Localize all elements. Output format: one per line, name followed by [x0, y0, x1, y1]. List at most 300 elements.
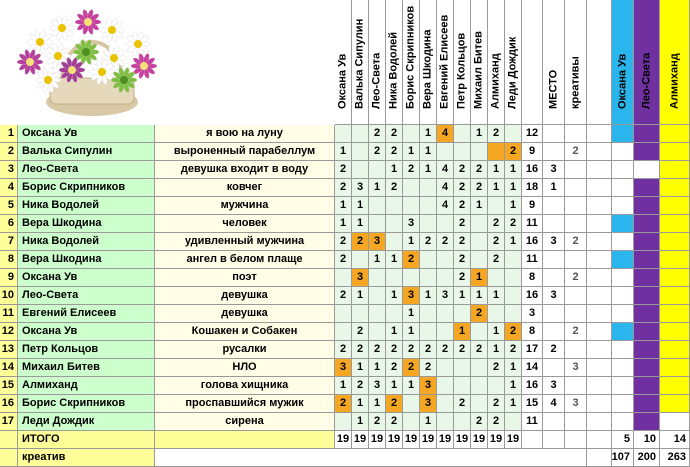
vote-cell[interactable] [420, 179, 437, 197]
vote-cell[interactable]: 2 [369, 413, 386, 431]
vote-cell[interactable] [471, 359, 488, 377]
vote-cell[interactable]: 1 [352, 215, 369, 233]
vote-cell[interactable] [369, 161, 386, 179]
vote-cell[interactable]: 2 [403, 341, 420, 359]
row-number: 4 [0, 179, 18, 197]
vote-cell[interactable]: 2 [505, 215, 522, 233]
vote-cell[interactable]: 2 [471, 413, 488, 431]
vote-cell[interactable]: 3 [403, 287, 420, 305]
vote-cell[interactable] [352, 161, 369, 179]
row-number: 6 [0, 215, 18, 233]
row-number: 7 [0, 233, 18, 251]
color-mark-cell [634, 215, 660, 233]
vote-cell[interactable] [471, 395, 488, 413]
vote-cell[interactable]: 1 [488, 287, 505, 305]
vote-cell[interactable] [437, 413, 454, 431]
vote-cell[interactable]: 2 [386, 125, 403, 143]
vote-cell[interactable]: 2 [335, 287, 352, 305]
header-label: Вера Шкодина [421, 29, 434, 109]
vote-cell[interactable]: 2 [335, 395, 352, 413]
vote-cell[interactable]: 2 [471, 305, 488, 323]
vote-cell[interactable] [420, 269, 437, 287]
total-vote-cell: 19 [505, 431, 522, 449]
vote-cell[interactable] [386, 269, 403, 287]
vote-cell[interactable]: 1 [369, 179, 386, 197]
vote-cell[interactable]: 2 [488, 413, 505, 431]
row-number: 10 [0, 287, 18, 305]
sum-cell: 17 [522, 341, 543, 359]
song-title[interactable]: я вою на луну [155, 125, 335, 143]
vote-cell[interactable] [369, 197, 386, 215]
vote-cell[interactable]: 2 [369, 125, 386, 143]
song-title[interactable]: девушка входит в воду [155, 161, 335, 179]
vote-cell[interactable]: 1 [505, 359, 522, 377]
vote-cell[interactable] [386, 197, 403, 215]
vote-cell[interactable]: 1 [335, 215, 352, 233]
spacer-cell [587, 143, 612, 161]
vote-cell[interactable]: 2 [471, 179, 488, 197]
author-name[interactable]: Борис Скрипников [18, 395, 155, 413]
column-header-color-1 [612, 0, 634, 125]
spacer-cell [587, 287, 612, 305]
vote-cell[interactable]: 2 [386, 395, 403, 413]
vote-cell[interactable]: 2 [488, 125, 505, 143]
vote-cell[interactable]: 1 [488, 323, 505, 341]
song-title[interactable]: ангел в белом плаще [155, 251, 335, 269]
vote-cell[interactable]: 1 [505, 179, 522, 197]
vote-cell[interactable]: 2 [454, 197, 471, 215]
vote-cell[interactable]: 1 [488, 341, 505, 359]
song-title[interactable]: НЛО [155, 359, 335, 377]
vote-cell[interactable] [335, 125, 352, 143]
sum-cell: 11 [522, 413, 543, 431]
kreativy-cell [565, 125, 587, 143]
vote-cell[interactable] [488, 305, 505, 323]
vote-cell[interactable]: 1 [454, 287, 471, 305]
vote-cell[interactable]: 1 [386, 287, 403, 305]
vote-cell[interactable]: 3 [437, 287, 454, 305]
vote-cell[interactable]: 2 [454, 395, 471, 413]
vote-cell[interactable] [505, 251, 522, 269]
vote-cell[interactable] [454, 143, 471, 161]
vote-cell[interactable] [437, 251, 454, 269]
vote-cell[interactable]: 2 [505, 341, 522, 359]
vote-cell[interactable]: 2 [420, 341, 437, 359]
color-mark-cell [660, 323, 690, 341]
vote-cell[interactable]: 2 [454, 341, 471, 359]
vote-cell[interactable] [488, 269, 505, 287]
vote-cell[interactable]: 2 [488, 395, 505, 413]
spacer-cell [587, 395, 612, 413]
vote-cell[interactable]: 1 [335, 377, 352, 395]
total-mesto [543, 431, 565, 449]
vote-cell[interactable]: 1 [505, 377, 522, 395]
color-mark-cell [612, 287, 634, 305]
author-name[interactable]: Оксана Ув [18, 269, 155, 287]
sum-cell: 8 [522, 323, 543, 341]
vote-cell[interactable] [454, 377, 471, 395]
vote-cell[interactable] [505, 269, 522, 287]
vote-cell[interactable]: 1 [505, 197, 522, 215]
vote-cell[interactable]: 1 [403, 305, 420, 323]
sum-cell: 3 [522, 305, 543, 323]
vote-cell[interactable] [369, 215, 386, 233]
vote-cell[interactable] [471, 143, 488, 161]
color-mark-cell [660, 215, 690, 233]
vote-cell[interactable]: 2 [505, 143, 522, 161]
song-title[interactable]: русалки [155, 341, 335, 359]
vote-cell[interactable] [505, 287, 522, 305]
vote-cell[interactable]: 2 [488, 215, 505, 233]
vote-cell[interactable] [369, 269, 386, 287]
vote-cell[interactable] [505, 305, 522, 323]
vote-cell[interactable]: 2 [352, 233, 369, 251]
vote-cell[interactable]: 2 [386, 143, 403, 161]
vote-cell[interactable] [335, 413, 352, 431]
vote-cell[interactable]: 4 [437, 125, 454, 143]
kreativy-cell: 2 [565, 233, 587, 251]
vote-cell[interactable] [352, 305, 369, 323]
vote-cell[interactable] [420, 251, 437, 269]
vote-cell[interactable] [471, 233, 488, 251]
vote-cell[interactable]: 4 [437, 197, 454, 215]
vote-cell[interactable]: 1 [471, 125, 488, 143]
song-title[interactable]: мужчина [155, 197, 335, 215]
vote-cell[interactable]: 3 [352, 179, 369, 197]
row-number [0, 431, 18, 449]
vote-cell[interactable]: 2 [386, 341, 403, 359]
vote-cell[interactable]: 1 [386, 323, 403, 341]
color-mark-cell [612, 215, 634, 233]
vote-cell[interactable] [403, 269, 420, 287]
vote-cell[interactable]: 1 [471, 287, 488, 305]
vote-cell[interactable] [335, 269, 352, 287]
vote-cell[interactable] [437, 377, 454, 395]
vote-cell[interactable] [437, 395, 454, 413]
vote-cell[interactable]: 2 [420, 233, 437, 251]
vote-cell[interactable]: 2 [386, 359, 403, 377]
song-title[interactable]: девушка [155, 305, 335, 323]
vote-cell[interactable]: 2 [471, 161, 488, 179]
song-title[interactable]: голова хищника [155, 377, 335, 395]
vote-cell[interactable] [403, 125, 420, 143]
mesto-cell: 2 [543, 341, 565, 359]
mesto-cell [543, 305, 565, 323]
song-title[interactable]: проспавшийся мужик [155, 395, 335, 413]
color-mark-cell [634, 341, 660, 359]
author-name[interactable]: Лео-Света [18, 161, 155, 179]
vote-cell[interactable]: 1 [420, 161, 437, 179]
author-name[interactable]: Борис Скрипников [18, 179, 155, 197]
color-mark-cell [660, 341, 690, 359]
vote-cell[interactable]: 1 [352, 359, 369, 377]
vote-cell[interactable]: 1 [369, 251, 386, 269]
kreativy-cell: 3 [565, 395, 587, 413]
vote-cell[interactable] [369, 287, 386, 305]
vote-cell[interactable]: 3 [335, 359, 352, 377]
song-title[interactable]: человек [155, 215, 335, 233]
vote-cell[interactable]: 2 [369, 341, 386, 359]
vote-cell[interactable]: 1 [505, 395, 522, 413]
color-mark-cell [660, 287, 690, 305]
song-title[interactable]: удивленный мужчина [155, 233, 335, 251]
vote-cell[interactable] [420, 197, 437, 215]
mesto-cell: 3 [543, 287, 565, 305]
vote-cell[interactable]: 1 [386, 251, 403, 269]
vote-cell[interactable] [386, 215, 403, 233]
author-name[interactable]: Вера Шкодина [18, 215, 155, 233]
spacer-cell [587, 413, 612, 431]
vote-cell[interactable] [335, 305, 352, 323]
vote-cell[interactable]: 2 [403, 251, 420, 269]
vote-cell[interactable]: 1 [471, 269, 488, 287]
author-name[interactable]: Евгений Елисеев [18, 305, 155, 323]
vote-cell[interactable]: 2 [352, 323, 369, 341]
total-sum [522, 431, 543, 449]
vote-cell[interactable]: 2 [454, 161, 471, 179]
vote-cell[interactable] [352, 251, 369, 269]
author-name[interactable]: Петр Кольцов [18, 341, 155, 359]
row-number: 13 [0, 341, 18, 359]
vote-cell[interactable]: 1 [369, 359, 386, 377]
sum-cell: 16 [522, 233, 543, 251]
vote-cell[interactable]: 2 [454, 179, 471, 197]
vote-cell[interactable]: 1 [335, 197, 352, 215]
vote-cell[interactable] [471, 215, 488, 233]
kreativy-cell [565, 179, 587, 197]
color-mark-cell [634, 377, 660, 395]
vote-cell[interactable]: 2 [471, 341, 488, 359]
vote-cell[interactable]: 2 [352, 377, 369, 395]
vote-cell[interactable] [505, 413, 522, 431]
song-title[interactable]: девушка [155, 287, 335, 305]
vote-cell[interactable] [352, 125, 369, 143]
spacer-cell [587, 341, 612, 359]
author-name[interactable]: Михаил Битев [18, 359, 155, 377]
vote-cell[interactable]: 1 [386, 161, 403, 179]
vote-cell[interactable]: 2 [420, 359, 437, 377]
vote-cell[interactable]: 1 [403, 323, 420, 341]
song-title[interactable]: поэт [155, 269, 335, 287]
vote-cell[interactable]: 3 [352, 269, 369, 287]
vote-cell[interactable]: 1 [488, 161, 505, 179]
vote-cell[interactable]: 2 [437, 233, 454, 251]
vote-cell[interactable]: 2 [403, 359, 420, 377]
vote-cell[interactable] [437, 143, 454, 161]
vote-cell[interactable]: 1 [352, 395, 369, 413]
vote-cell[interactable] [403, 197, 420, 215]
vote-cell[interactable]: 2 [352, 341, 369, 359]
vote-cell[interactable] [454, 305, 471, 323]
vote-cell[interactable]: 1 [352, 197, 369, 215]
author-name[interactable]: Валька Сипулин [18, 143, 155, 161]
vote-cell[interactable]: 1 [420, 413, 437, 431]
vote-cell[interactable] [403, 395, 420, 413]
vote-cell[interactable] [437, 359, 454, 377]
sum-cell: 9 [522, 197, 543, 215]
author-name[interactable]: Алмиханд [18, 377, 155, 395]
vote-cell[interactable] [386, 305, 403, 323]
sum-cell: 11 [522, 251, 543, 269]
vote-cell[interactable]: 2 [488, 233, 505, 251]
color-mark-cell [660, 161, 690, 179]
vote-cell[interactable] [403, 179, 420, 197]
kreativ-color-cell: 200 [634, 449, 660, 467]
vote-cell[interactable]: 2 [454, 215, 471, 233]
mesto-cell: 3 [543, 377, 565, 395]
vote-cell[interactable]: 2 [335, 251, 352, 269]
author-name[interactable]: Вера Шкодина [18, 251, 155, 269]
color-mark-cell [612, 395, 634, 413]
vote-cell[interactable]: 1 [420, 143, 437, 161]
vote-cell[interactable]: 2 [335, 179, 352, 197]
vote-cell[interactable] [488, 197, 505, 215]
vote-cell[interactable]: 4 [437, 161, 454, 179]
spacer-cell [587, 377, 612, 395]
vote-cell[interactable] [437, 215, 454, 233]
vote-cell[interactable]: 3 [403, 215, 420, 233]
song-title[interactable]: Кошакен и Собакен [155, 323, 335, 341]
vote-cell[interactable]: 4 [437, 179, 454, 197]
vote-cell[interactable]: 3 [420, 395, 437, 413]
kreativy-cell: 2 [565, 269, 587, 287]
vote-cell[interactable] [471, 251, 488, 269]
vote-cell[interactable]: 1 [420, 125, 437, 143]
vote-cell[interactable]: 1 [505, 233, 522, 251]
vote-cell[interactable]: 3 [369, 377, 386, 395]
vote-cell[interactable]: 2 [454, 233, 471, 251]
author-name[interactable]: Оксана Ув [18, 125, 155, 143]
vote-cell[interactable] [420, 305, 437, 323]
vote-cell[interactable] [505, 125, 522, 143]
total-vote-cell: 19 [437, 431, 454, 449]
kreativy-cell: 3 [565, 359, 587, 377]
vote-cell[interactable] [335, 323, 352, 341]
vote-cell[interactable]: 2 [403, 161, 420, 179]
column-header-vote-1 [335, 0, 352, 125]
vote-cell[interactable] [471, 377, 488, 395]
vote-cell[interactable] [437, 269, 454, 287]
vote-cell[interactable]: 1 [335, 143, 352, 161]
vote-cell[interactable] [454, 125, 471, 143]
color-mark-cell [634, 197, 660, 215]
vote-cell[interactable]: 2 [335, 341, 352, 359]
color-mark-cell [634, 305, 660, 323]
vote-cell[interactable] [420, 215, 437, 233]
total-vote-cell: 19 [420, 431, 437, 449]
row-number: 15 [0, 377, 18, 395]
vote-cell[interactable] [454, 413, 471, 431]
spacer-cell [587, 305, 612, 323]
vote-cell[interactable] [369, 323, 386, 341]
song-title[interactable]: выроненный парабеллум [155, 143, 335, 161]
vote-cell[interactable]: 2 [369, 143, 386, 161]
vote-cell[interactable] [437, 305, 454, 323]
mesto-cell: 4 [543, 395, 565, 413]
vote-cell[interactable] [403, 413, 420, 431]
vote-cell[interactable]: 2 [488, 251, 505, 269]
color-mark-cell [660, 197, 690, 215]
vote-cell[interactable]: 1 [403, 377, 420, 395]
vote-cell[interactable]: 1 [505, 161, 522, 179]
author-name[interactable]: Оксана Ув [18, 323, 155, 341]
vote-cell[interactable]: 2 [505, 323, 522, 341]
author-name[interactable]: Ника Водолей [18, 197, 155, 215]
vote-cell[interactable]: 3 [420, 377, 437, 395]
kreativy-cell [565, 215, 587, 233]
vote-cell[interactable]: 1 [471, 197, 488, 215]
color-mark-cell [660, 413, 690, 431]
vote-cell[interactable] [352, 143, 369, 161]
vote-cell[interactable]: 1 [454, 323, 471, 341]
song-title[interactable]: сирена [155, 413, 335, 431]
vote-cell[interactable] [386, 233, 403, 251]
vote-cell[interactable]: 1 [403, 233, 420, 251]
vote-cell[interactable]: 2 [386, 179, 403, 197]
vote-cell[interactable]: 2 [454, 269, 471, 287]
color-mark-cell [634, 287, 660, 305]
spacer-cell [587, 359, 612, 377]
vote-cell[interactable]: 1 [352, 287, 369, 305]
column-header-vote-6 [420, 0, 437, 125]
vote-cell[interactable] [369, 305, 386, 323]
row-number [0, 449, 18, 467]
author-name[interactable]: Лео-Света [18, 287, 155, 305]
row-number: 14 [0, 359, 18, 377]
color-mark-cell [660, 359, 690, 377]
sum-cell: 18 [522, 179, 543, 197]
color-mark-cell [660, 269, 690, 287]
vote-cell[interactable] [471, 323, 488, 341]
column-header-vote-4 [386, 0, 403, 125]
vote-cell[interactable]: 2 [488, 359, 505, 377]
total-vote-cell: 19 [369, 431, 386, 449]
vote-cell[interactable] [488, 143, 505, 161]
author-name[interactable]: Ника Водолей [18, 233, 155, 251]
vote-cell[interactable]: 2 [335, 233, 352, 251]
kreativ-color-cell: 263 [660, 449, 690, 467]
spacer-cell [587, 323, 612, 341]
vote-cell[interactable]: 1 [352, 413, 369, 431]
vote-cell[interactable]: 1 [369, 395, 386, 413]
mesto-cell: 3 [543, 233, 565, 251]
vote-cell[interactable]: 2 [335, 161, 352, 179]
mesto-cell [543, 269, 565, 287]
sum-cell: 16 [522, 161, 543, 179]
vote-cell[interactable]: 2 [386, 413, 403, 431]
vote-cell[interactable]: 1 [386, 377, 403, 395]
total-color-cell: 5 [612, 431, 634, 449]
vote-cell[interactable] [454, 359, 471, 377]
vote-cell[interactable]: 2 [437, 341, 454, 359]
column-header-spacer [587, 0, 612, 125]
vote-cell[interactable] [420, 323, 437, 341]
song-title[interactable]: ковчег [155, 179, 335, 197]
mesto-cell [543, 143, 565, 161]
vote-cell[interactable]: 3 [369, 233, 386, 251]
vote-cell[interactable]: 1 [420, 287, 437, 305]
vote-cell[interactable] [488, 377, 505, 395]
column-header-vote-9 [471, 0, 488, 125]
author-name[interactable]: Леди Дождик [18, 413, 155, 431]
vote-cell[interactable]: 1 [403, 143, 420, 161]
vote-cell[interactable] [437, 323, 454, 341]
vote-cell[interactable]: 1 [488, 179, 505, 197]
kreativ-blank [155, 449, 587, 467]
spacer-cell [587, 215, 612, 233]
vote-cell[interactable]: 2 [454, 251, 471, 269]
color-mark-cell [612, 251, 634, 269]
